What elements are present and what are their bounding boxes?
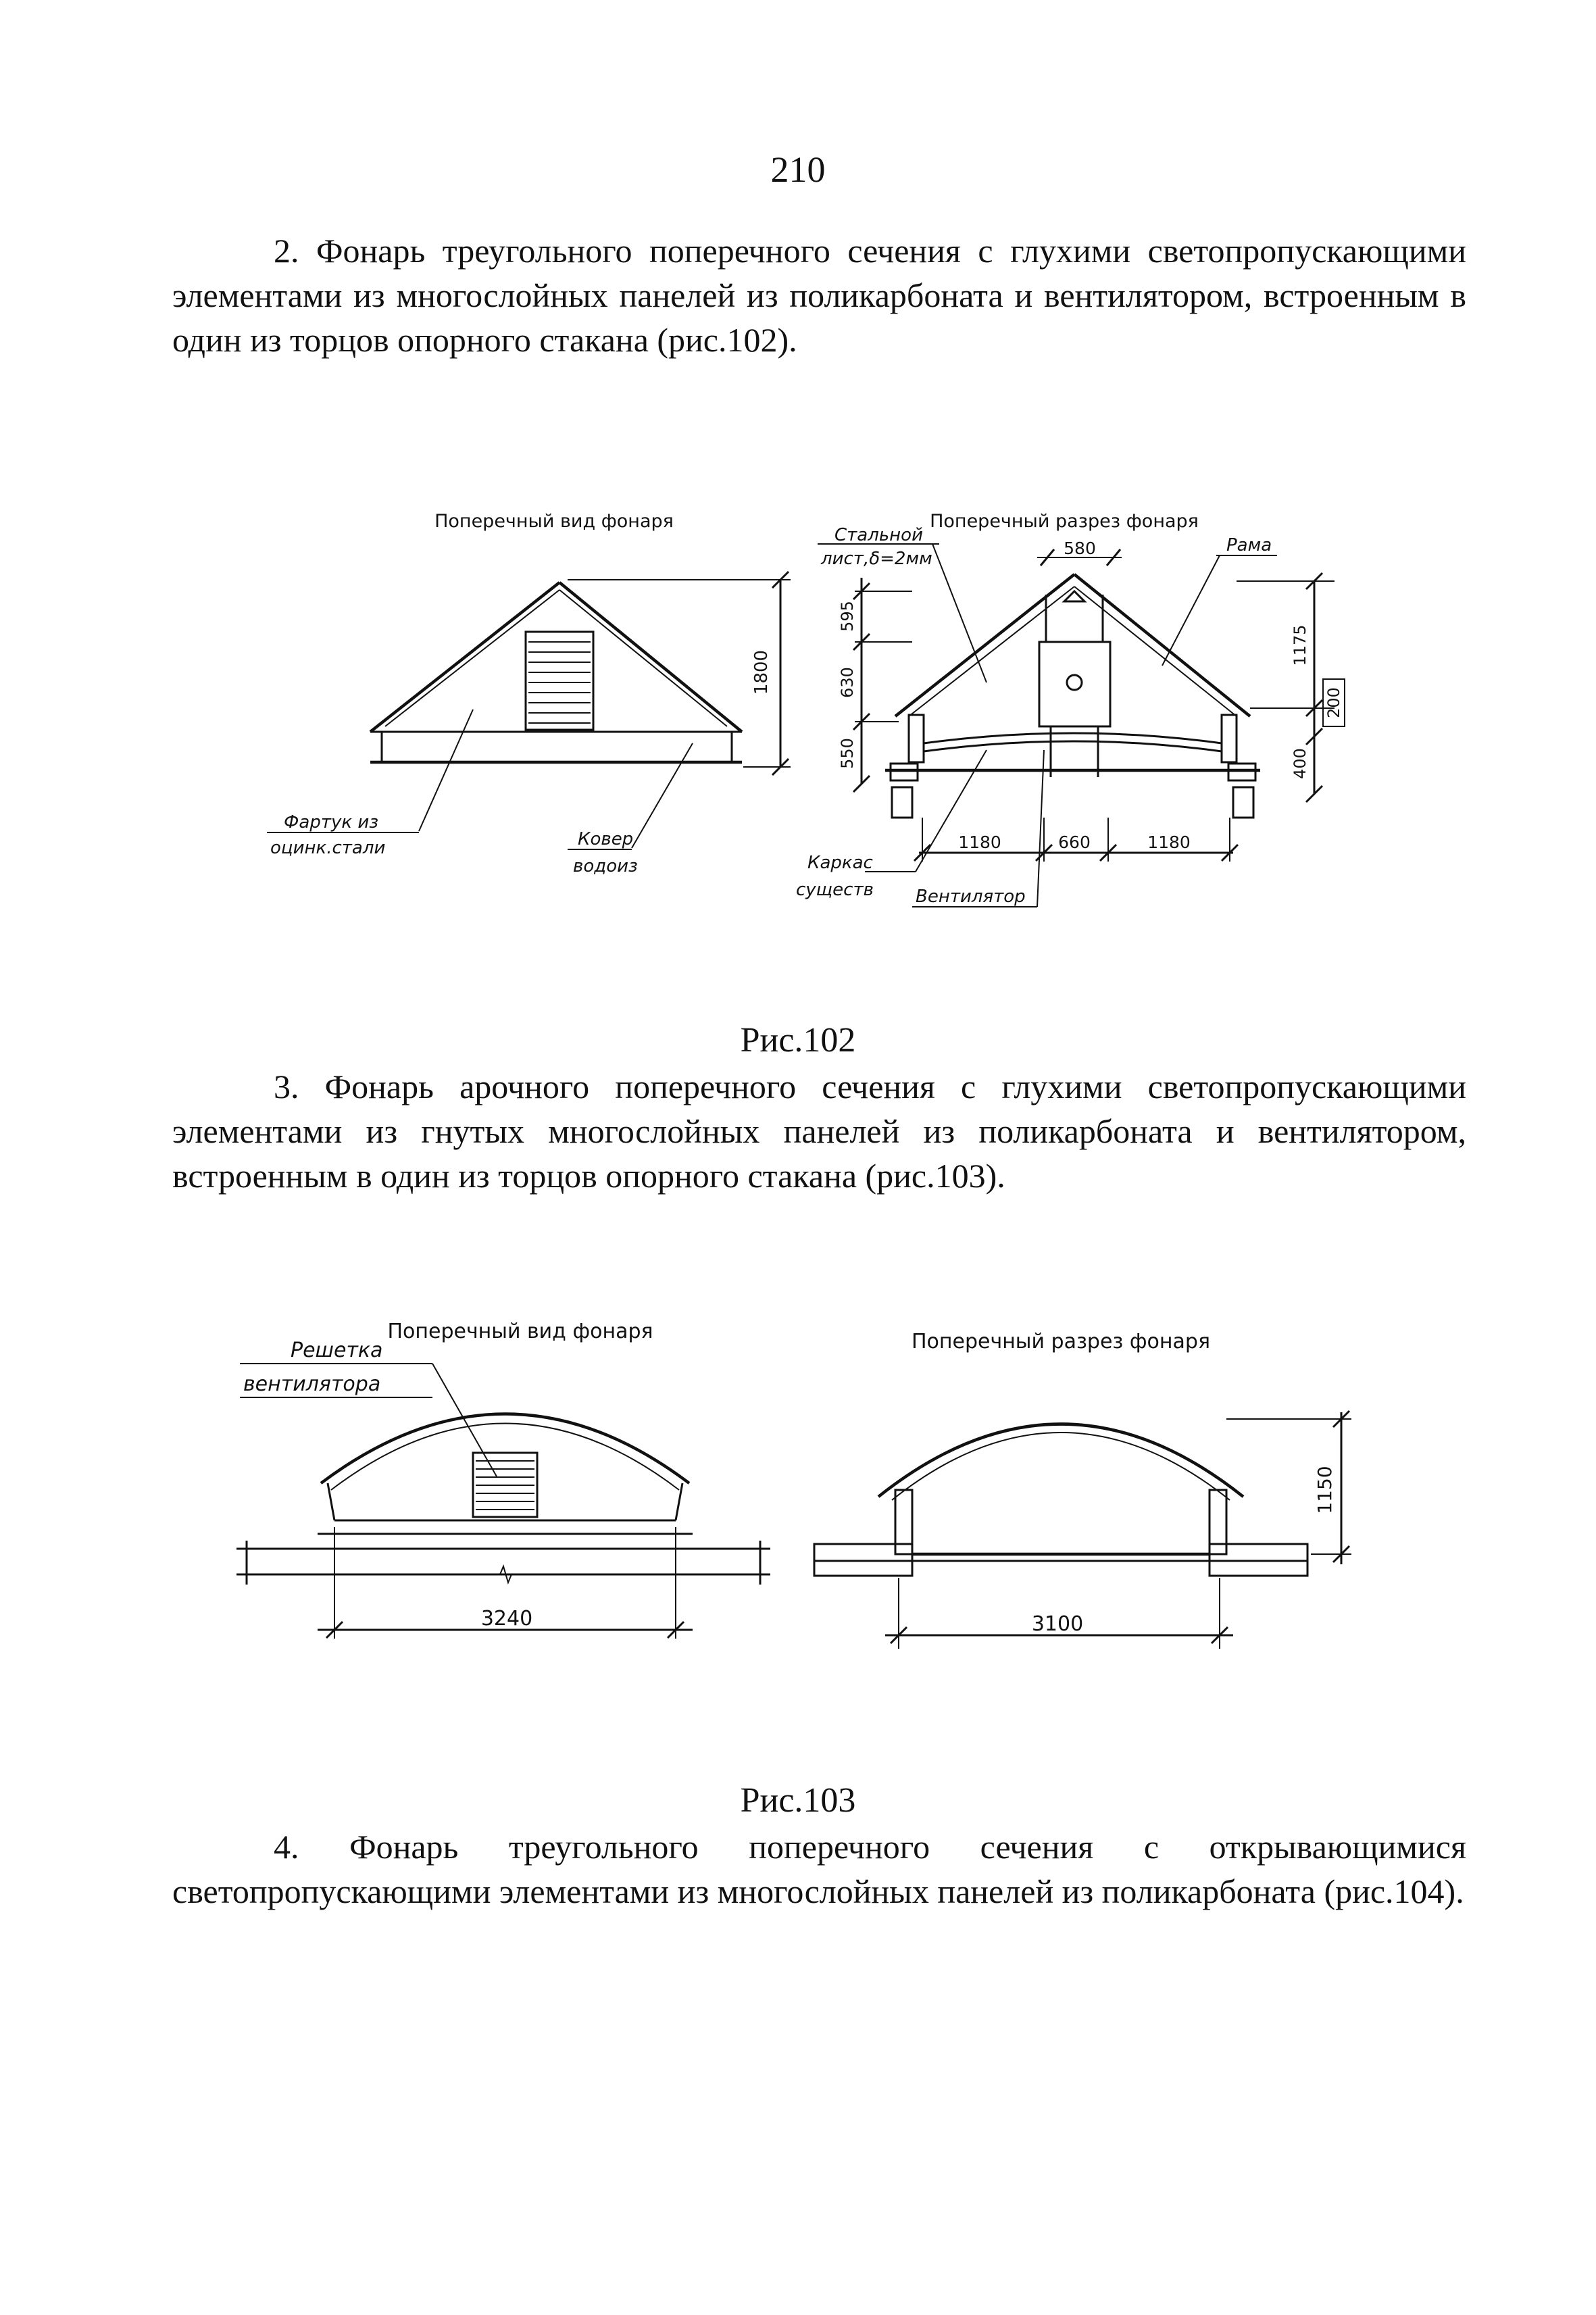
fig102-dim-550: 550	[838, 738, 857, 769]
fig102-label-apron-1: Фартук из	[284, 812, 379, 832]
fig103-view-title: Поперечный вид фонаря	[387, 1320, 653, 1343]
fig102-section-drawing	[853, 549, 1335, 862]
fig102-label-carcass-2: существ	[796, 880, 874, 900]
fig102-label-apron-2: оцинк.стали	[270, 838, 386, 858]
fig102-vent-grille	[528, 642, 591, 723]
fig103-label-grille-1: Решетка	[291, 1339, 383, 1362]
fig102-label-carcass-1: Каркас	[807, 853, 873, 873]
fig103-dim-section-width: 3100	[1031, 1612, 1084, 1636]
fig102-dim-1180-left: 1180	[958, 832, 1001, 852]
paragraph-2-text: 2. Фонарь треугольного поперечного сечения с глухими светопропускающими элементами из многослойных панелей из поликарбоната и вентилятором, встроенным в один из торцов опорного стакана (рис.102).	[172, 232, 1466, 359]
page-number: 210	[770, 149, 826, 190]
fig102-label-frame: Рама	[1226, 535, 1272, 555]
fig102-dim-595: 595	[838, 601, 857, 632]
fig103-dim-view-width: 3240	[480, 1607, 533, 1631]
fig102-label-steel-2: лист,δ=2мм	[821, 549, 932, 569]
fig102-dim-400: 400	[1291, 748, 1310, 779]
fig102-label-fan: Вентилятор	[916, 887, 1026, 907]
fig102-view-drawing	[370, 572, 791, 775]
fig102-label-carpet-1: Ковер	[578, 829, 634, 849]
fig102-dim-1175: 1175	[1291, 624, 1310, 666]
paragraph-4-text: 4. Фонарь треугольного поперечного сечения с открывающимися светопропускающими элементами из многослойных панелей из поликарбоната (рис.104).	[172, 1828, 1466, 1910]
fig103-view-drawing	[236, 1414, 770, 1639]
figure-102	[0, 0, 1596, 987]
fig103-caption: Рис.103	[740, 1781, 856, 1820]
fig102-caption: Рис.102	[740, 1021, 856, 1060]
paragraph-4	[172, 1824, 1466, 1914]
fig103-section-title: Поперечный разрез фонаря	[911, 1330, 1211, 1353]
figure-103	[0, 1284, 1596, 1703]
fig103-label-grille-2: вентилятора	[243, 1372, 381, 1396]
paragraph-3	[172, 1064, 1466, 1198]
fig102-label-carpet-2: водоиз	[573, 856, 638, 876]
fig102-view-title: Поперечный вид фонаря	[434, 511, 674, 532]
fig103-vent-grille	[476, 1461, 534, 1510]
paragraph-3-text: 3. Фонарь арочного поперечного сечения с глухими светопропускающими элементами из гнутых многослойных панелей из поликарбоната и вентилятором, встроенным в один из торцов опорного стакана (рис.103).	[172, 1068, 1466, 1195]
fig102-dim-580: 580	[1064, 539, 1096, 558]
fig102-dim-630: 630	[838, 667, 857, 698]
fig103-dim-section-height: 1150	[1314, 1466, 1336, 1514]
fig102-dim-200: 200	[1324, 687, 1343, 718]
fig102-label-steel-1: Стальной	[834, 525, 923, 545]
fig102-dim-1180-right: 1180	[1147, 832, 1191, 852]
fig102-dim-660: 660	[1058, 832, 1091, 852]
fig102-section-title: Поперечный разрез фонаря	[930, 511, 1199, 532]
fig102-dim-view-height: 1800	[751, 649, 772, 695]
